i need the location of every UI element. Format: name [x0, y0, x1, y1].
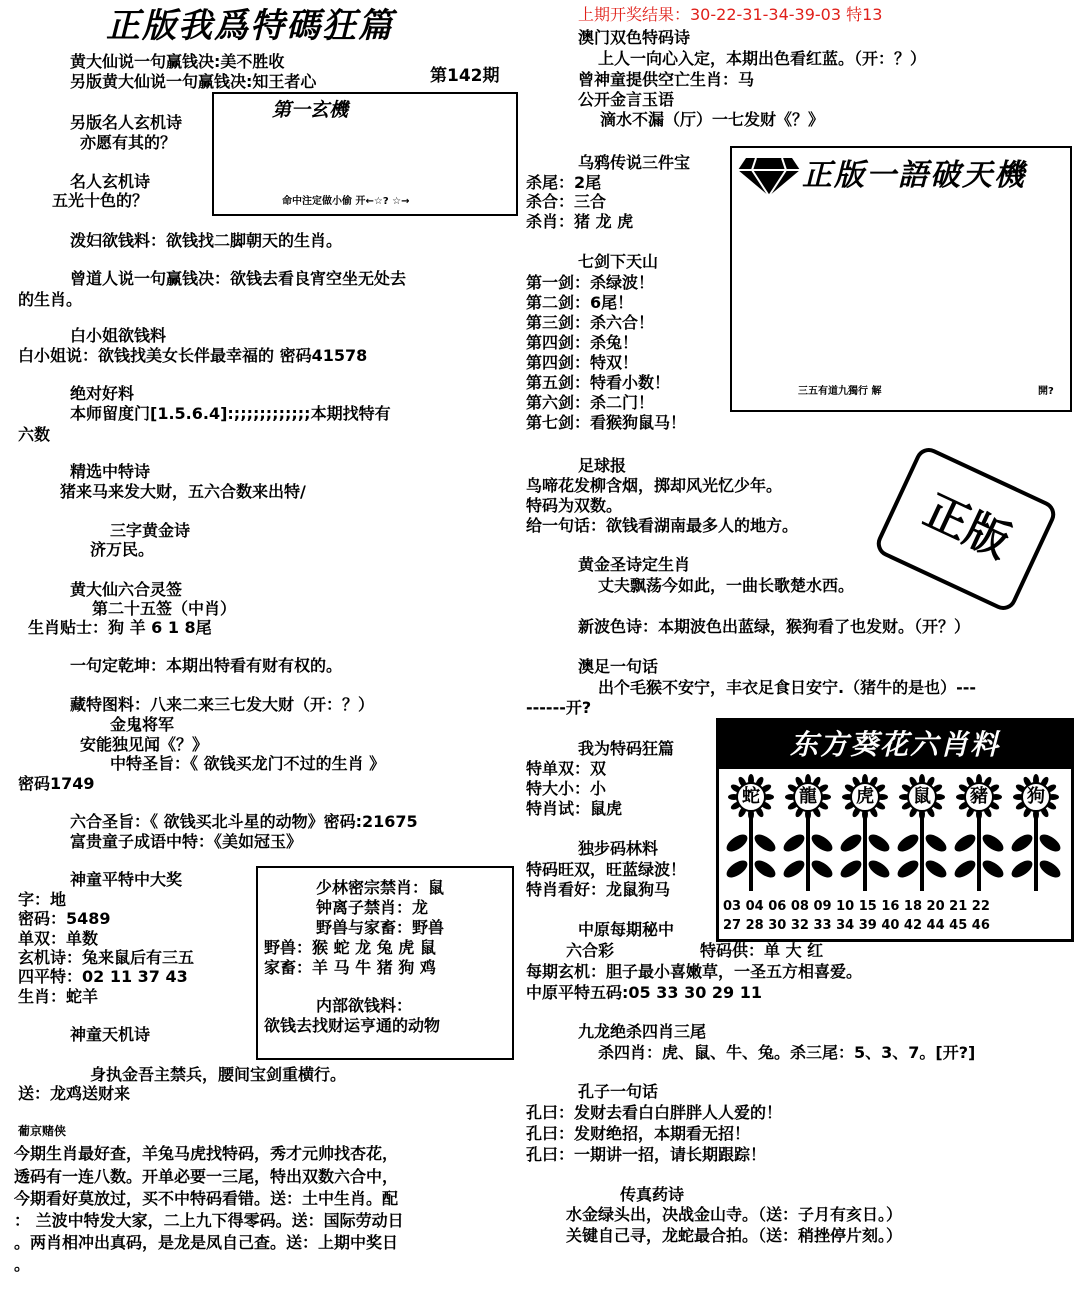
- right-line: 乌鸦传说三件宝: [578, 153, 691, 172]
- sword-line: 第一剑：杀绿波！: [526, 273, 655, 292]
- right-line: 出个毛猴不安宁，丰衣足食日安宁.（猪牛的是也）---: [598, 678, 977, 697]
- yiyu-footer-left: 三五有道九獨行 解: [798, 386, 882, 397]
- sunflower-4: [894, 771, 950, 893]
- left-line: 曾道人说一句赢钱决：欲钱去看良宵空坐无处去: [70, 269, 407, 288]
- left-line: 本师留度门[1.5.6.4]:;;;;;;;;;;;;本期找特有: [70, 404, 391, 423]
- left-line: 玄机诗：兔来鼠后有三五: [18, 948, 195, 967]
- right-line: 六合彩: [566, 941, 615, 960]
- right-line: 传真药诗: [620, 1185, 685, 1204]
- yiyu-heading: 正版一語破天機: [802, 158, 1026, 193]
- left-line: 亦愿有其的？: [80, 133, 177, 152]
- right-line: 澳足一句话: [578, 657, 659, 676]
- shaolin-box: [256, 866, 514, 1060]
- left-line: 黄大仙六合灵签: [70, 580, 183, 599]
- right-line: 水金绿头出，决战金山寺。（送：子月有亥日。）: [566, 1205, 903, 1224]
- right-line: 给一句话：欲钱看湖南最多人的地方。: [526, 516, 799, 535]
- left-line: 的生肖。: [18, 290, 83, 309]
- right-line: 鸟啼花发柳含烟，掷却风光忆少年。: [526, 476, 783, 495]
- sunflower-animal: 鼠: [913, 786, 931, 807]
- left-line: 身执金吾主禁兵，腰间宝剑重横行。: [90, 1065, 347, 1084]
- sword-line: 第三剑：杀六合！: [526, 313, 655, 332]
- left-line: ： 兰波中特发大家，二上九下得零码。送：国际劳动日: [14, 1211, 404, 1230]
- sword-line: 第六剑：杀二门！: [526, 393, 655, 412]
- left-line: 白小姐欲钱料: [70, 326, 167, 345]
- sword-line: 第七剑：看猴狗鼠马！: [526, 413, 687, 432]
- page-title: 正版我爲特碼狂篇: [106, 6, 394, 46]
- sword-line: 第四剑：杀兔！: [526, 333, 639, 352]
- left-line: 四平特：02 11 37 43: [18, 967, 188, 986]
- right-line: 孔曰：发财绝招，本期看无招！: [526, 1124, 751, 1143]
- left-line: 送：龙鸡送财来: [18, 1084, 131, 1103]
- right-line: 杀尾：2尾: [526, 173, 602, 192]
- shaolin-line: 家畜：羊 马 牛 猪 狗 鸡: [264, 958, 436, 977]
- xuanji-box: [212, 92, 518, 216]
- right-line: 杀肖：猪 龙 虎: [526, 212, 634, 231]
- left-line: 济万民。: [90, 540, 155, 559]
- left-line: 六数: [18, 425, 51, 444]
- sunflower-animal: 蛇: [742, 786, 760, 807]
- shaolin-line: 钟离子禁肖：龙: [316, 898, 429, 917]
- left-line: 猪来马来发大财，五六合数来出特/: [60, 482, 306, 501]
- left-line: 神童平特中大奖: [70, 870, 183, 889]
- xuanji-footer: 命中注定做小偷 开←☆? ☆→: [282, 196, 410, 207]
- right-line: 足球报: [578, 456, 627, 475]
- right-line: 九龙绝杀四肖三尾: [578, 1022, 707, 1041]
- left-line: 五光十色的？: [52, 191, 149, 210]
- xuanji-heading: 第一玄機: [272, 99, 349, 121]
- right-line: 澳门双色特码诗: [578, 28, 691, 47]
- left-line: 三字黄金诗: [110, 521, 191, 540]
- right-line: 孔子一句话: [578, 1082, 659, 1101]
- sword-line: 第二剑：6尾！: [526, 293, 634, 312]
- right-line: 孔曰：发财去看白白胖胖人人爱的！: [526, 1103, 783, 1122]
- left-line: 黄大仙说一句赢钱决:美不胜收: [70, 52, 285, 71]
- right-line: 我为特码狂篇: [578, 739, 675, 758]
- right-line: 上人一向心入定，本期出色看红蓝。（开：？）: [598, 49, 927, 68]
- sunflower-1: [723, 771, 779, 893]
- right-line: 每期玄机：胆子最小喜嫩草，一圣五方相喜爱。: [526, 962, 863, 981]
- yiyu-footer-right: 開?: [1038, 386, 1054, 397]
- right-line: 特大小：小: [526, 779, 607, 798]
- left-line: 第二十五签（中肖）: [92, 599, 237, 618]
- right-line: 特码为双数。: [526, 496, 623, 515]
- right-line: 特码旺双，旺蓝绿波！: [526, 860, 687, 879]
- left-line: 中特圣旨：《 欲钱买龙门不过的生肖 》: [110, 754, 386, 773]
- sunflower-animal: 龍: [799, 786, 817, 807]
- last-result: 上期开奖结果：30-22-31-34-39-03 特13: [578, 5, 883, 24]
- left-line: 生肖：蛇羊: [18, 987, 99, 1006]
- sword-line: 第四剑：特双！: [526, 353, 639, 372]
- left-line: 名人玄机诗: [70, 172, 151, 191]
- right-line: 特码供：单 大 红: [700, 941, 824, 960]
- sunflower-heading: 东方葵花六肖料: [719, 721, 1071, 769]
- left-line: 密码：5489: [18, 909, 111, 928]
- right-line: 孔曰：一期讲一招，请长期跟踪！: [526, 1145, 767, 1164]
- left-line: 透码有一连八数。开单必要一三尾，特出双数六合中，: [14, 1167, 399, 1186]
- sunflower-animal: 豬: [970, 786, 988, 807]
- left-line: 精选中特诗: [70, 462, 151, 481]
- left-line: 。两肖相冲出真码，是龙是凤自己查。送：上期中奖日: [14, 1233, 399, 1252]
- sunflower-animal: 狗: [1027, 786, 1045, 807]
- right-line: 中原每期秘中: [578, 920, 675, 939]
- number-row: 27 28 30 32 33 34 39 40 42 44 45 46: [723, 918, 990, 933]
- right-line: 特肖看好：龙鼠狗马: [526, 880, 671, 899]
- left-line: 一句定乾坤：本期出特看有财有权的。: [70, 656, 343, 675]
- diamond-icon: [738, 156, 800, 196]
- yiyu-box: [730, 146, 1072, 412]
- sunflower-3: [837, 771, 893, 893]
- right-line: 中原平特五码:05 33 30 29 11: [526, 983, 763, 1002]
- issue-number: 第142期: [430, 66, 500, 86]
- left-line: 白小姐说：欲钱找美女长伴最幸福的 密码41578: [18, 346, 368, 365]
- right-line: 丈夫飘荡今如此，一曲长歌楚水西。: [598, 576, 855, 595]
- right-line: 特单双：双: [526, 759, 607, 778]
- left-line: 今期看好莫放过，买不中特码看错。送：土中生肖。配: [14, 1189, 399, 1208]
- right-line: 滴水不漏（厅）一七发财《？》: [600, 110, 825, 129]
- right-line: 黄金圣诗定生肖: [578, 555, 691, 574]
- zhengban-stamp: [872, 443, 1060, 614]
- right-line: 公开金言玉语: [578, 90, 675, 109]
- left-line: 字：地: [18, 890, 67, 909]
- sunflower-2: [780, 771, 836, 893]
- left-line: 藏特图料：八来二来三七发大财（开：？）: [70, 695, 375, 714]
- left-line: 六合圣旨：《 欲钱买北斗星的动物》密码:21675: [70, 812, 418, 831]
- left-line: 生肖贴士：狗 羊 6 1 8尾: [28, 618, 212, 637]
- left-line: 安能独见闻《？》: [80, 735, 209, 754]
- shaolin-line: 少林密宗禁肖：鼠: [316, 878, 445, 897]
- shaolin-line: 野兽与家畜：野兽: [316, 918, 445, 937]
- left-line: 富贵童子成语中特：《美如冠玉》: [70, 832, 303, 851]
- left-line: 泼妇欲钱料：欲钱找二脚朝天的生肖。: [70, 231, 343, 250]
- sunflower-6: [1008, 771, 1064, 893]
- left-line: 绝对好料: [70, 384, 135, 403]
- right-line: ------开?: [526, 698, 592, 717]
- sword-line: 第五剑：特看小数！: [526, 373, 671, 392]
- shaolin-line: 野兽：猴 蛇 龙 兔 虎 鼠: [264, 938, 436, 957]
- right-line: 新波色诗：本期波色出蓝绿，猴狗看了也发财。（开？）: [578, 617, 971, 636]
- right-line: 曾神童提供空亡生肖：马: [578, 70, 755, 89]
- number-grid: [723, 897, 1065, 935]
- shaolin-line: 内部欲钱料：: [316, 996, 413, 1015]
- left-line: 另版名人玄机诗: [70, 113, 183, 132]
- left-line: 密码1749: [18, 774, 95, 793]
- sunflower-5: [951, 771, 1007, 893]
- right-line: 杀四肖：虎、鼠、牛、兔。杀三尾：5、3、7。[开?]: [598, 1043, 976, 1062]
- sunflower-animal: 虎: [856, 786, 874, 807]
- left-line: 神童天机诗: [70, 1025, 151, 1044]
- shaolin-line: 欲钱去找财运亨通的动物: [264, 1016, 441, 1035]
- left-line: 葡京赌侠: [18, 1124, 67, 1138]
- left-line: 。: [14, 1255, 31, 1274]
- left-line: 今期生肖最好查，羊兔马虎找特码，秀才元帅找杏花，: [14, 1144, 399, 1163]
- right-line: 特肖试：鼠虎: [526, 799, 623, 818]
- right-line: 关键自己寻，龙蛇最合拍。（送：稍挫停片刻。）: [566, 1226, 903, 1245]
- stamp-text: 正版: [916, 485, 1018, 569]
- right-line: 杀合：三合: [526, 192, 607, 211]
- sunflower-box: [716, 718, 1074, 942]
- number-row: 03 04 06 08 09 10 15 16 18 20 21 22: [723, 899, 990, 914]
- left-line: 单双：单数: [18, 929, 99, 948]
- right-line: 独步码林料: [578, 839, 659, 858]
- left-line: 金鬼将军: [110, 715, 175, 734]
- left-line: 另版黄大仙说一句赢钱决:知王者心: [70, 72, 317, 91]
- right-line: 七剑下天山: [578, 252, 659, 271]
